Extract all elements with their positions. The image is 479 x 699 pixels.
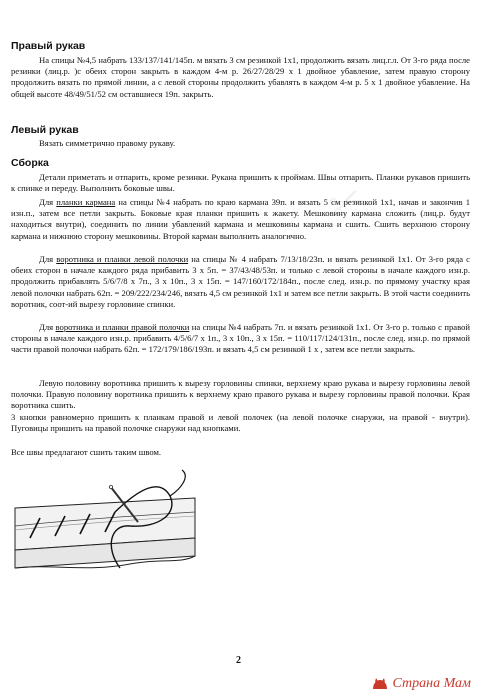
pocket-link: планки кармана [56, 197, 116, 207]
faint-background-watermark: ✂ [322, 175, 372, 231]
assembly-left-collar-text [11, 254, 470, 310]
assembly-buttons-text: 3 кнопки равномерно пришить к планкам правой и левой полочек (на левой полочке снаружи, на правой - внутри). Пуговицы пришить на правой полочке снаружи над кнопками. [11, 412, 470, 434]
watermark-text: Страна Мам [392, 676, 471, 691]
assembly-collar-sew-text: Левую половину воротника пришить к вырезу горловины спинки, верхнему краю рукава и вырезу горловины левой полочки. Правую половину воротника пришить к верхнему краю правого рукава и вырезу горловины правой полочки. Края воротника сшить. [11, 378, 470, 411]
assembly-right-collar-text [11, 322, 470, 356]
pocket-post: на спицы №4 набрать по краю кармана 39п. и вязать 5 см резинкой 1х1, начав и закончив 1 изн.п., затем все петли закрыть. Боковые края планки пришить к жакету. Мешковину кармана сложить (лиц.р. будут находиться внутри), соединить по линии убавлений кармана и мешковины кармана и сшить. Сшить верхнюю сторону кармана и нижнюю сторону мешковины. Второй карман выполнить аналогично. [11, 197, 471, 241]
right-sleeve-text: На спицы №4,5 набрать 133/137/141/145п. м вязать 3 см резинкой 1х1, продолжить вязать лиц.г.л. От 3-го ряда после резинки (лиц.р. )с обеих сторон закрыть в каждом 4-м р. 26/27/28/29 х 1 двойное убавление, затем правую сторону продолжить вязать по прямой линии, а с левой стороны продолжить убавлять в каждом 4-м р. 5 х 1 двойное убавление. На общей высоте 48/49/51/52 см оставшиеся 19п. закрыть. [11, 55, 470, 99]
site-watermark [371, 676, 472, 692]
left-sleeve-heading: Левый рукав [11, 124, 79, 136]
right-collar-link: воротника и планки правой полочки [55, 322, 190, 332]
assembly-heading: Сборка [11, 157, 49, 169]
right-collar-post: на спицы №4 набрать 7п. и вязать резинкой 1х1. От 3-го р. только с правой стороны в начале каждого изн.р. прибавить 4/5/6/7 х 1п., 3 х 10п., 3 х 15п. = 110/117/124/131п., после след. изн.р. по прямой части правой полочки набрать 62п. = 172/179/186/193п. и вязать 4,5 см резинкой 1 х , затем все петли закрыть. [11, 322, 470, 355]
left-collar-pre: Для [39, 254, 57, 264]
assembly-pocket-text [11, 197, 470, 242]
left-collar-link: воротника и планки левой полочки [56, 254, 189, 264]
assembly-seam-text: Все швы предлагают сшить таким швом. [11, 447, 162, 457]
right-collar-pre: Для [39, 322, 56, 332]
left-collar-post: на спицы № 4 набрать 7/13/18/23п. и вязать резинкой 1х1. От 3-го ряда с обеих сторон в начале каждого ряда прибавить 3 х 5п. = 37/43/48/53п. и только с левой стороны в начале каждого изн.р. продолжить прибавлять 5/6/7/8 х 7п., 3 х 10п., 3 х 15п. = 147/160/172/184п., после след. изн.р. по прямому участку края левой полочки набрать 62п. = 209/222/234/246, вязать 4,5 см резинкой 1х1 и затем все петли закрыть. В этой части соединить воротник, соот-ий вырезу горловине спинки. [11, 254, 470, 309]
left-sleeve-text: Вязать симметрично правому рукаву. [39, 138, 176, 148]
seam-illustration [10, 468, 200, 588]
assembly-text-1: Детали приметать и отпарить, кроме резинки. Рукана пришить к проймам. Швы отпарить. Планки рукавов пришить к спинке и переду. Выполнить боковые швы. [11, 172, 470, 194]
right-sleeve-heading: Правый рукав [11, 40, 86, 52]
page-number: 2 [236, 655, 241, 666]
pocket-pre: Для [39, 197, 57, 207]
cat-logo-icon [371, 677, 389, 691]
